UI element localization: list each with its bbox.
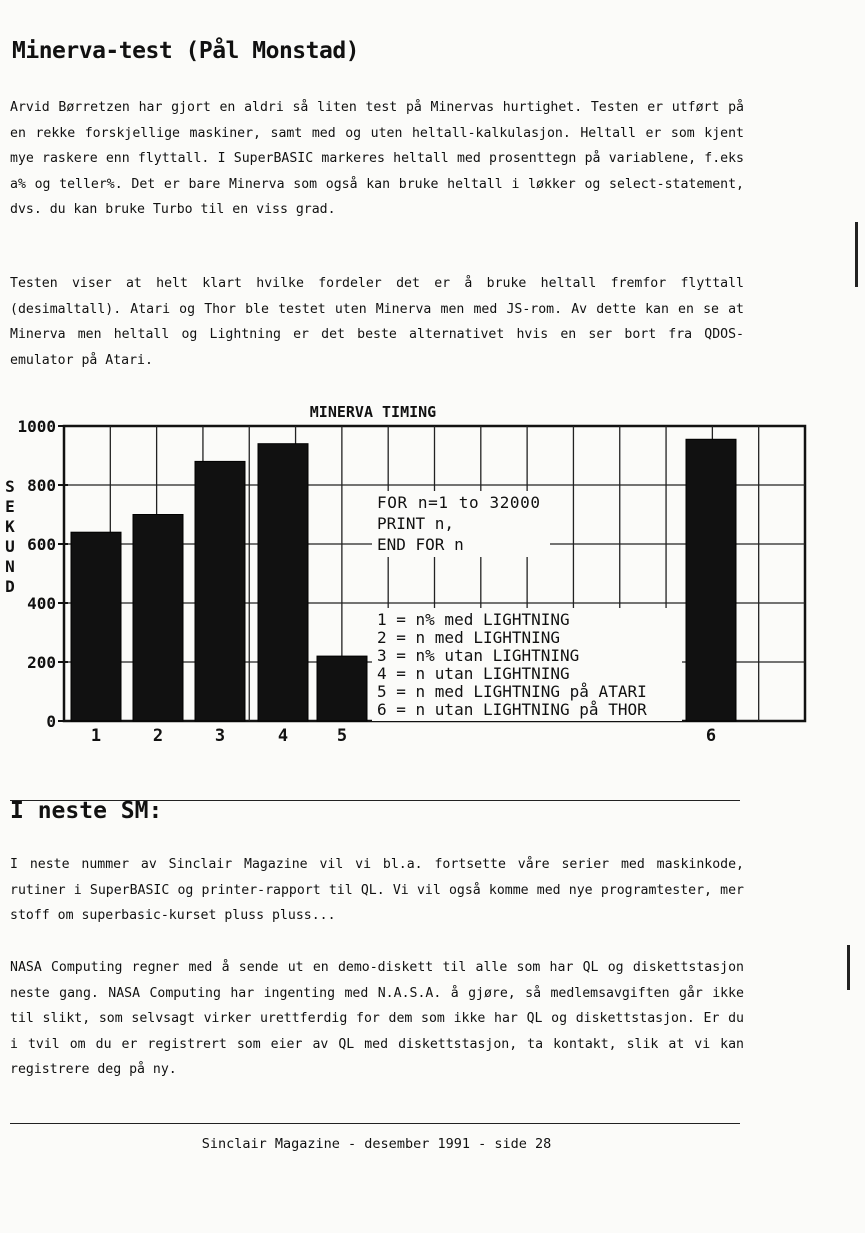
- y-axis-label-letter: K: [5, 517, 15, 536]
- next-issue-paragraph: I neste nummer av Sinclair Magazine vil vi bl.a. fortsette våre serier med maskinkode, rutiner i SuperBASIC og printer-rapport til QL. Vi vil også komme med nye programtester, mer stoff om superbasic-kurset pluss pluss...: [10, 857, 744, 923]
- y-axis-label-letter: N: [5, 557, 15, 576]
- y-tick-label: 800: [27, 476, 56, 495]
- y-axis-label-letter: U: [5, 537, 15, 556]
- intro-paragraph: Arvid Børretzen har gjort en aldri så liten test på Minervas hurtighet. Testen er utført på en rekke forskjellige maskiner, samt med og uten heltall-kalkulasjon. Heltall er som kjent mye raskere enn flyttall. I SuperBASIC markeres heltall med prosenttegn på variablene, f.eks a% og teller%. Det er bare Minerva som også kan bruke heltall i løkker og select-statement, dvs. du kan bruke Turbo til en viss grad.: [10, 100, 744, 217]
- legend-entry: 6 = n utan LIGHTNING på THOR: [377, 700, 647, 719]
- y-axis-label-letter: D: [5, 577, 15, 596]
- bar-5: [317, 656, 367, 721]
- bar-4: [258, 444, 308, 721]
- minerva-timing-chart: [0, 395, 865, 755]
- bar-3: [195, 461, 245, 721]
- x-tick-label: 1: [90, 726, 102, 746]
- chart-title: MINERVA TIMING: [309, 403, 437, 421]
- y-tick-label: 400: [27, 594, 56, 613]
- bar-1: [71, 532, 121, 721]
- y-axis-label-letter: E: [5, 497, 15, 516]
- results-paragraph: Testen viser at helt klart hvilke fordeler det er å bruke heltall fremfor flyttall (desimaltall). Atari og Thor ble testet uten Minerva men med JS-rom. Av dette kan en se at Minerva men heltall og Lightning er det beste alternativet hvis en ser bort fra QDOS-emulator på Atari.: [10, 276, 744, 368]
- scan-edge-mark: [847, 945, 850, 990]
- x-tick-label: 2: [152, 726, 164, 746]
- x-tick-label: 6: [705, 726, 717, 746]
- y-tick-label: 0: [46, 712, 56, 731]
- program-line: END FOR n: [377, 535, 464, 554]
- program-line: FOR n=1 to 32000: [377, 493, 540, 512]
- bar-2: [133, 515, 183, 722]
- bar-6: [686, 439, 736, 721]
- x-tick-label: 4: [277, 726, 289, 746]
- legend-entry: 3 = n% utan LIGHTNING: [377, 646, 580, 665]
- section-heading: I neste SM:: [10, 798, 163, 824]
- x-tick-label: 3: [214, 726, 226, 746]
- article-title: Minerva-test (Pål Monstad): [12, 38, 360, 64]
- y-tick-label: 1000: [17, 417, 56, 436]
- footer-divider: [10, 1123, 740, 1124]
- scan-edge-mark: [855, 222, 858, 287]
- legend-entry: 2 = n med LIGHTNING: [377, 628, 561, 647]
- x-tick-label: 5: [336, 726, 348, 746]
- program-line: PRINT n,: [377, 514, 455, 533]
- y-axis-label-letter: S: [5, 477, 15, 496]
- y-tick-label: 600: [27, 535, 56, 554]
- page-footer: Sinclair Magazine - desember 1991 - side 28: [201, 1136, 552, 1152]
- legend-entry: 4 = n utan LIGHTNING: [377, 664, 570, 683]
- legend-entry: 1 = n% med LIGHTNING: [377, 610, 570, 629]
- legend-entry: 5 = n med LIGHTNING på ATARI: [377, 682, 647, 701]
- y-tick-label: 200: [27, 653, 56, 672]
- nasa-paragraph: NASA Computing regner med å sende ut en demo-diskett til alle som har QL og diskettstasjon neste gang. NASA Computing har ingenting med N.A.S.A. å gjøre, så medlemsavgiften går ikke til slikt, som selvsagt virker urettferdig for dem som ikke har QL og diskettstasjon. Er du i tvil om du er registrert som eier av QL med diskettstasjon, ta kontakt, slik at vi kan registrere deg på ny.: [10, 960, 744, 1077]
